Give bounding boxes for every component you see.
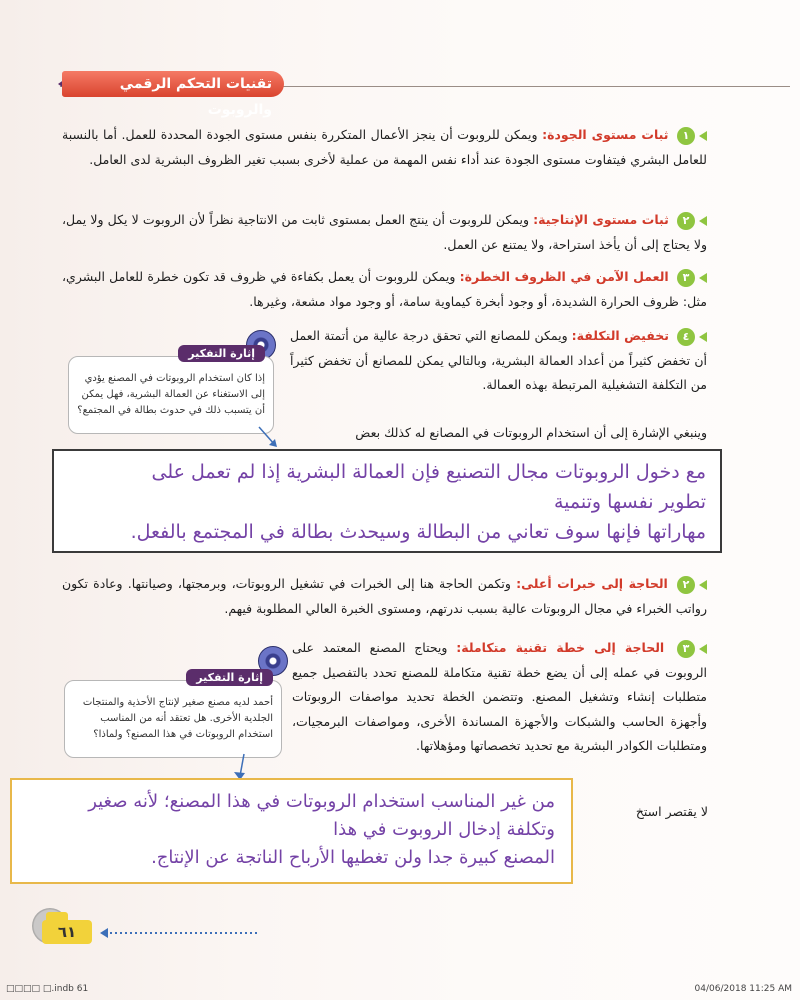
item-text: ويمكن للروبوت أن ينتج العمل بمستوى ثابت من الانتاجية نظراً لأن الروبوت لا يكل ولا: [90, 212, 530, 227]
item-text: الأخرى، ومواصفات البرمجيات، ومتطلبات الكوادر البشرية مع تحديد: [292, 713, 707, 753]
item-cost: [290, 324, 707, 398]
item-heading: تخفيض التكلفة:: [571, 328, 669, 343]
annotation-line: المصنع كبيرة جدا ولن تغطيها الأرباح الناتجة عن الإنتاج.: [151, 847, 555, 868]
item-text: وتكمن الحاجة هنا إلى الخبرات في تشغيل الروبوتات، وبرمجتها، وصيانتها. وعادة: [93, 576, 511, 591]
think-title: إثارة التفكير: [178, 345, 265, 362]
item-productivity: [62, 208, 707, 257]
item-quality: [62, 123, 707, 172]
item-text: مثل: ظروف الحرارة الشديدة، أو وجود أبخرة كيماوية سامة، أو وجود مواد مشعة، وغيرها.: [249, 293, 707, 309]
answer-annotation-1: [52, 449, 722, 553]
item-number: ١: [677, 127, 695, 145]
think-line: استخدام الروبوتات في هذا المصنع؟ ولماذا؟: [93, 729, 273, 740]
bullet-arrow-icon: [699, 273, 707, 283]
bullet-arrow-icon: [699, 644, 707, 654]
bullet-arrow-icon: [699, 580, 707, 590]
bullet-arrow-icon: [699, 332, 707, 342]
think-line: إذا كان استخدام الروبوتات في المصنع يؤدي: [84, 373, 265, 384]
item-number: ٤: [677, 328, 695, 346]
item-text: العمل أن تخفض كثيراً من أعداد العمالة البشرية، وبالتالي يمكن: [290, 328, 708, 368]
think-line: أحمد لديه مصنع صغير لإنتاج الأحذية والمنتجات: [82, 697, 273, 708]
item-heading: الحاجة إلى خطة تقنية متكاملة:: [456, 640, 665, 655]
think-box-2: [64, 671, 282, 758]
tail-line: لا يقتصر استخ: [635, 804, 708, 819]
footer-filename: □□□□ □.indb 61: [6, 984, 89, 994]
bullet-arrow-icon: [699, 216, 707, 226]
think-box-1: [68, 347, 274, 434]
item-heading: العمل الآمن في الظروف الخطرة:: [459, 269, 669, 284]
item-text: للعامل البشري فيتفاوت مستوى الجودة عند أداء نفس المهمة من عملية لأخرى بسبب تغير الظروف البشرية لدى: [130, 151, 707, 167]
annotation-line: من غير المناسب استخدام الروبوتات في هذا المصنع؛ لأنه صغير: [88, 791, 555, 812]
item-heading: ثبات مستوى الجودة:: [542, 127, 669, 142]
item-text: تخصصاتها ومؤهلاتها.: [416, 738, 521, 753]
bullet-arrow-icon: [699, 131, 707, 141]
pointer-arrow-icon: [255, 425, 285, 451]
item-text: مواصفات الروبوتات وأجهزة الحاسب والشبكات والأجهزة المساندة: [292, 689, 707, 729]
answer-annotation-2: [10, 778, 573, 884]
dotted-arrow-icon: [100, 928, 260, 938]
item-number: ٣: [677, 269, 695, 287]
item-number: ٢: [677, 576, 695, 594]
item-text: للمصانع أن تخفض كثيراً من التكلفة التشغيلية المرتبطة بهذه العمالة.: [290, 352, 707, 392]
chapter-title: تقنيات التحكم الرقمي والروبوت: [62, 71, 284, 97]
annotation-line: مهاراتها فإنها سوف تعاني من البطالة وسيحدث بطالة في المجتمع بالفعل.: [130, 521, 706, 543]
item-number: ٣: [677, 640, 695, 658]
item-number: ٢: [677, 212, 695, 230]
item-text: ويحتاج المصنع المعتمد على الروبوت: [292, 640, 707, 680]
item-safe-work: [62, 265, 707, 314]
annotation-line: وتكلفة إدخال الروبوت في هذا: [333, 819, 555, 840]
note-line: وينبغي الإشارة إلى أن استخدام الروبوتات في المصانع له كذلك بعض: [355, 425, 707, 440]
page-number: ٦١: [42, 920, 92, 944]
item-text: ويمكن للمصانع التي تحقق درجة عالية من أتمتة: [324, 328, 568, 343]
think-line: الجلدية الأخرى. هل تعتقد أنه من المناسب: [100, 713, 273, 724]
item-expertise: [62, 572, 707, 621]
item-tech-plan: [292, 636, 707, 759]
item-text: ويمكن للروبوت أن ينجز الأعمال المتكررة بنفس مستوى الجودة المحددة للعمل. أما بالنسبة: [62, 127, 538, 142]
item-heading: ثبات مستوى الإنتاجية:: [533, 212, 669, 227]
think-line: أن يتسبب ذلك في حدوث بطالة في المجتمع؟: [77, 405, 265, 416]
annotation-line: تطوير نفسها وتنمية: [553, 491, 706, 513]
item-text: تكون رواتب الخبراء في مجال الروبوتات عالية بسبب ندرتهم، ومستوى الخبرة العالي المطلوبة فيهم.: [62, 576, 707, 616]
annotation-line: مع دخول الروبوتات مجال التصنيع فإن العمالة البشرية إذا لم تعمل على: [151, 461, 706, 483]
item-heading: الحاجة إلى خبرات أعلى:: [516, 576, 668, 591]
think-line: إلى الاستغناء عن العمالة البشرية، فهل يمكن: [81, 389, 265, 400]
item-text: في عمله إلى أن يضع خطة تقنية متكاملة للمصنع تحدد بالتفصيل: [322, 664, 660, 680]
item-text: يمل، ولا يحتاج إلى أن يأخذ استراحة، ولا يمتنع عن العمل.: [62, 212, 707, 252]
item-text: العامل.: [89, 151, 127, 167]
footer-datetime: 04/06/2018 11:25 AM: [694, 984, 792, 994]
item-text: ويمكن للروبوت أن يعمل بكفاءة في ظروف قد تكون خطرة للعامل البشري،: [62, 269, 456, 284]
think-title: إثارة التفكير: [186, 669, 273, 686]
item-text: جميع متطلبات إنشاء وتشغيل المصنع. وتتضمن الخطة تحديد: [292, 664, 708, 704]
